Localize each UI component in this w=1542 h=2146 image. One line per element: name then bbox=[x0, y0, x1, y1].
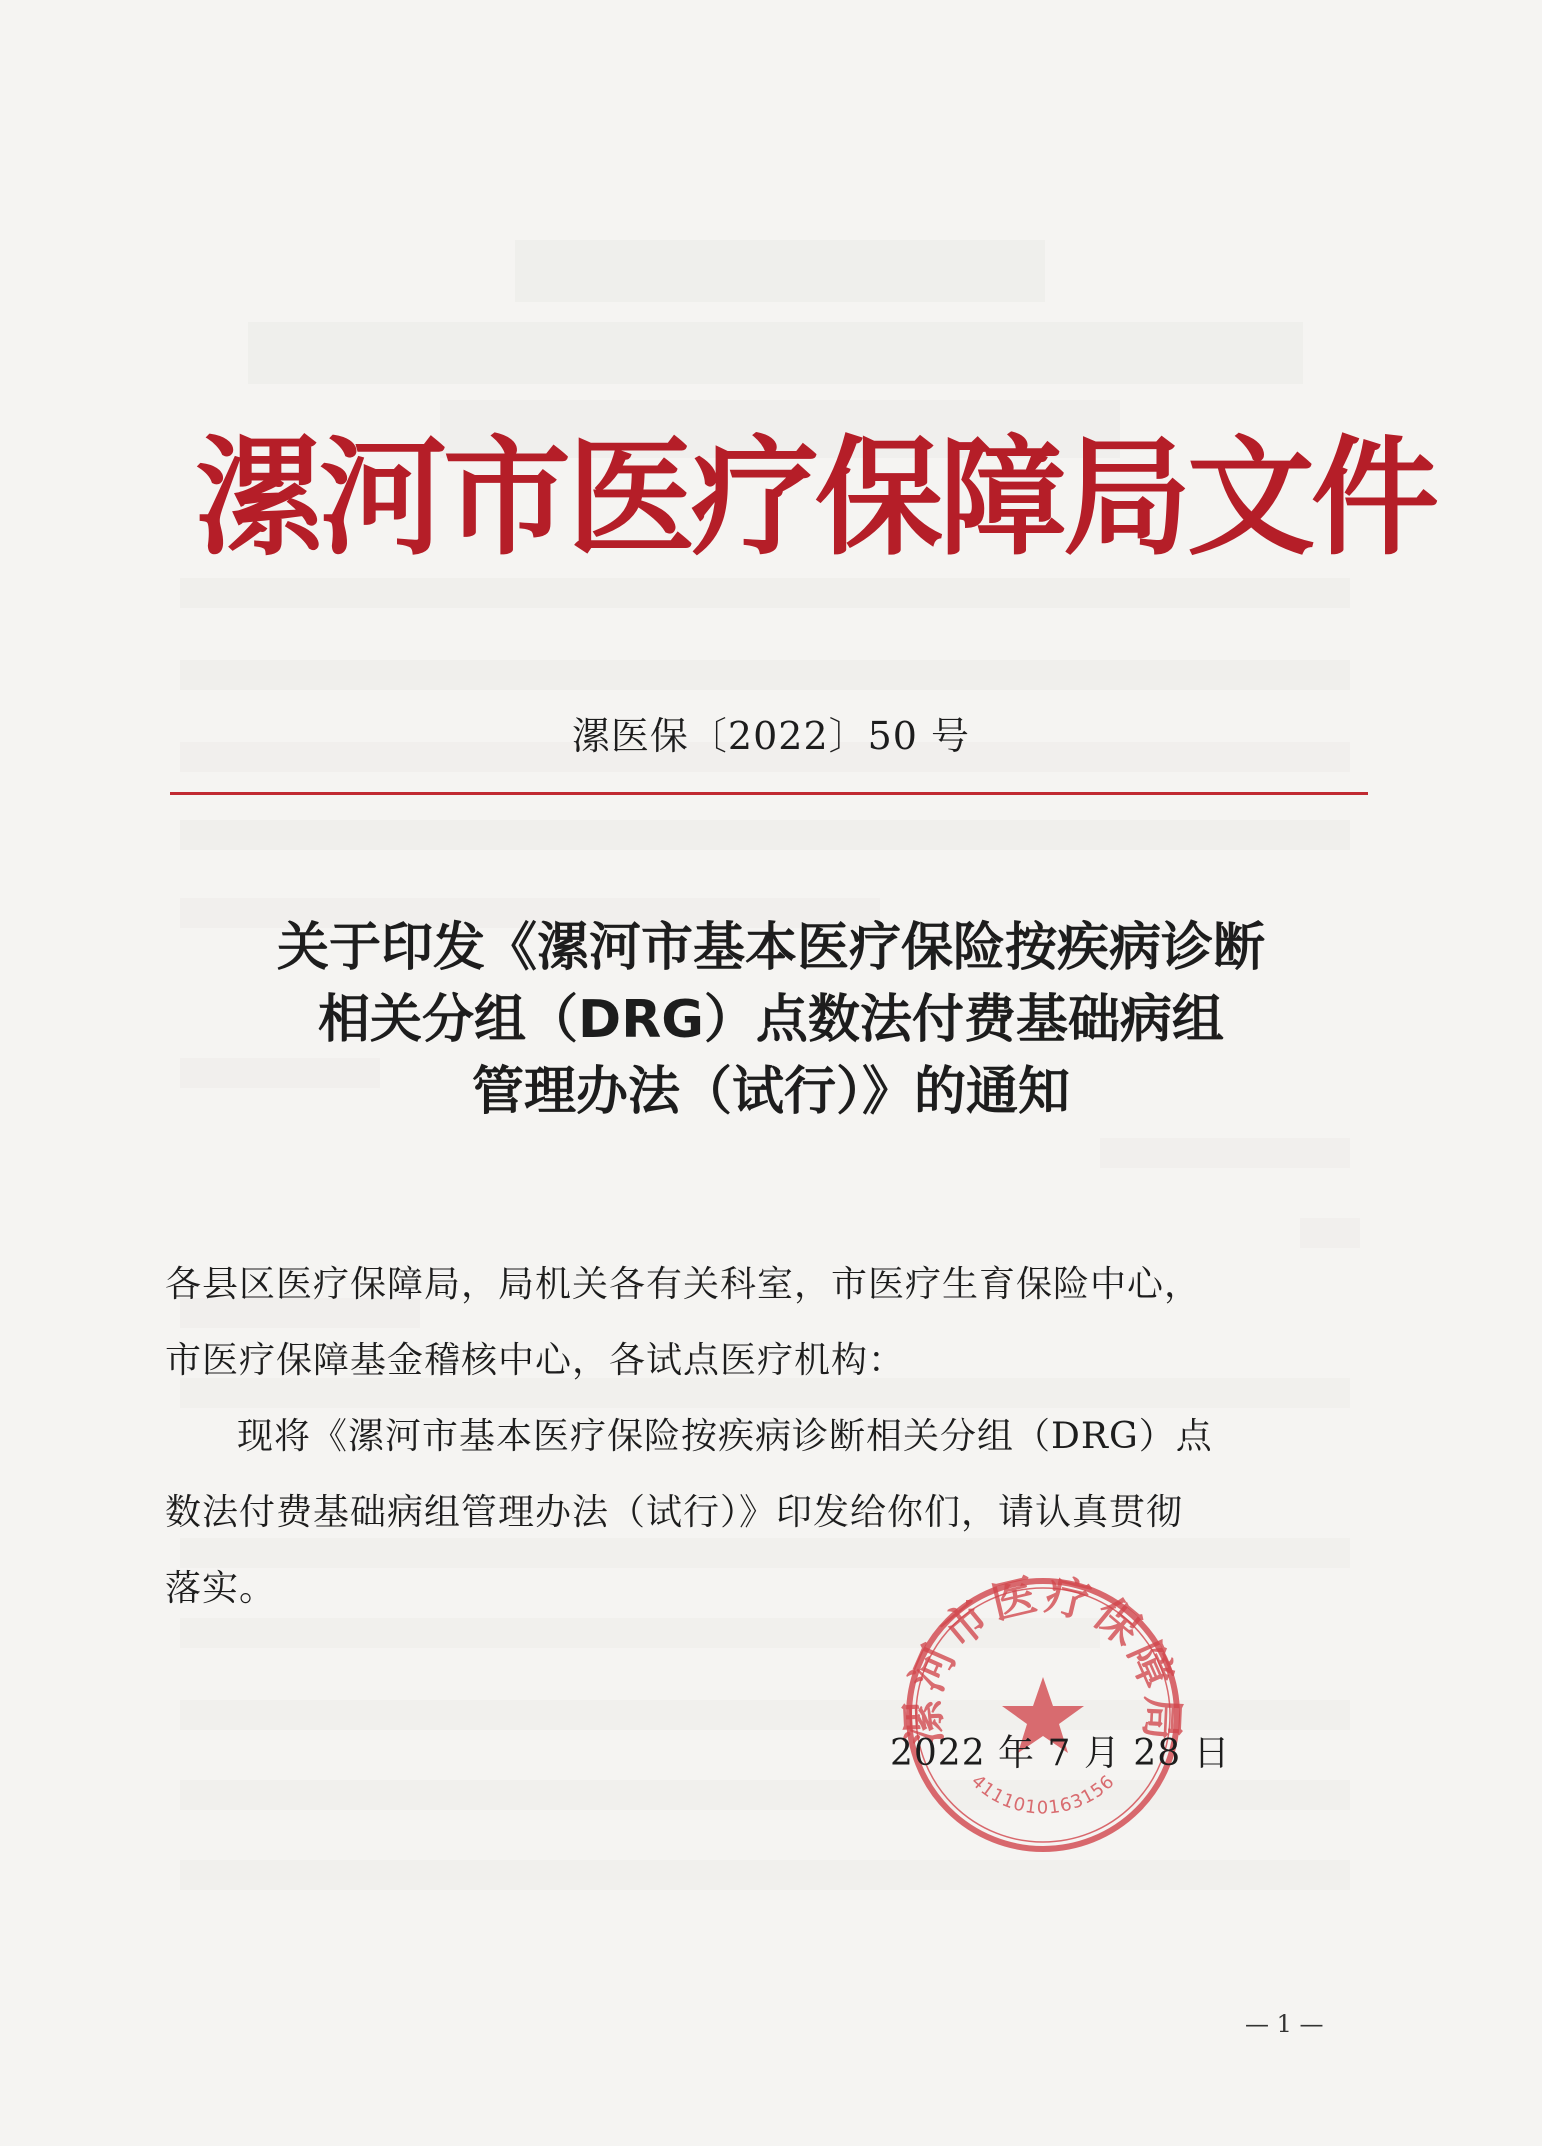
body-line-recipients-cont: 市医疗保障基金稽核中心，各试点医疗机构： bbox=[165, 1340, 906, 1381]
notice-title-line: 关于印发《漯河市基本医疗保险按疾病诊断 bbox=[276, 918, 1265, 978]
bleed-through-mark bbox=[1100, 1138, 1350, 1168]
notice-title bbox=[0, 912, 1542, 1128]
bleed-through-mark bbox=[180, 660, 1350, 690]
official-seal-stamp bbox=[893, 1565, 1193, 1865]
body-line-recipients: 各县区医疗保障局，局机关各有关科室，市医疗生育保险中心， bbox=[165, 1264, 1202, 1305]
svg-text:4111010163156 bbox=[967, 1771, 1119, 1819]
body-line-main-end: 落实。 bbox=[165, 1568, 277, 1609]
page-number: — 1 — bbox=[1245, 2010, 1324, 2038]
notice-title-line: 管理办法（试行）》的通知 bbox=[471, 1062, 1070, 1122]
bleed-through-mark bbox=[515, 240, 1045, 302]
notice-title-line: 相关分组（DRG）点数法付费基础病组 bbox=[318, 990, 1224, 1050]
bleed-through-mark bbox=[1300, 1218, 1360, 1248]
bleed-through-mark bbox=[248, 322, 1303, 384]
seal-code-text: 4111010163156 bbox=[967, 1770, 1119, 1819]
issuing-office-header: 漯河市医疗保障局文件 bbox=[195, 424, 1436, 573]
seal-org-text: 漯河市医疗保障局 bbox=[898, 1569, 1188, 1746]
body-line-main: 现将《漯河市基本医疗保险按疾病诊断相关分组（DRG）点 bbox=[237, 1416, 1213, 1457]
bleed-through-mark bbox=[180, 578, 1350, 608]
red-divider-rule bbox=[170, 792, 1368, 795]
issue-date: 2022 年 7 月 28 日 bbox=[890, 1733, 1231, 1774]
bleed-through-mark bbox=[180, 820, 1350, 850]
body-line-main-cont: 数法付费基础病组管理办法（试行）》印发给你们，请认真贯彻 bbox=[165, 1492, 1184, 1533]
document-number: 漯医保〔2022〕50 号 bbox=[571, 714, 971, 758]
